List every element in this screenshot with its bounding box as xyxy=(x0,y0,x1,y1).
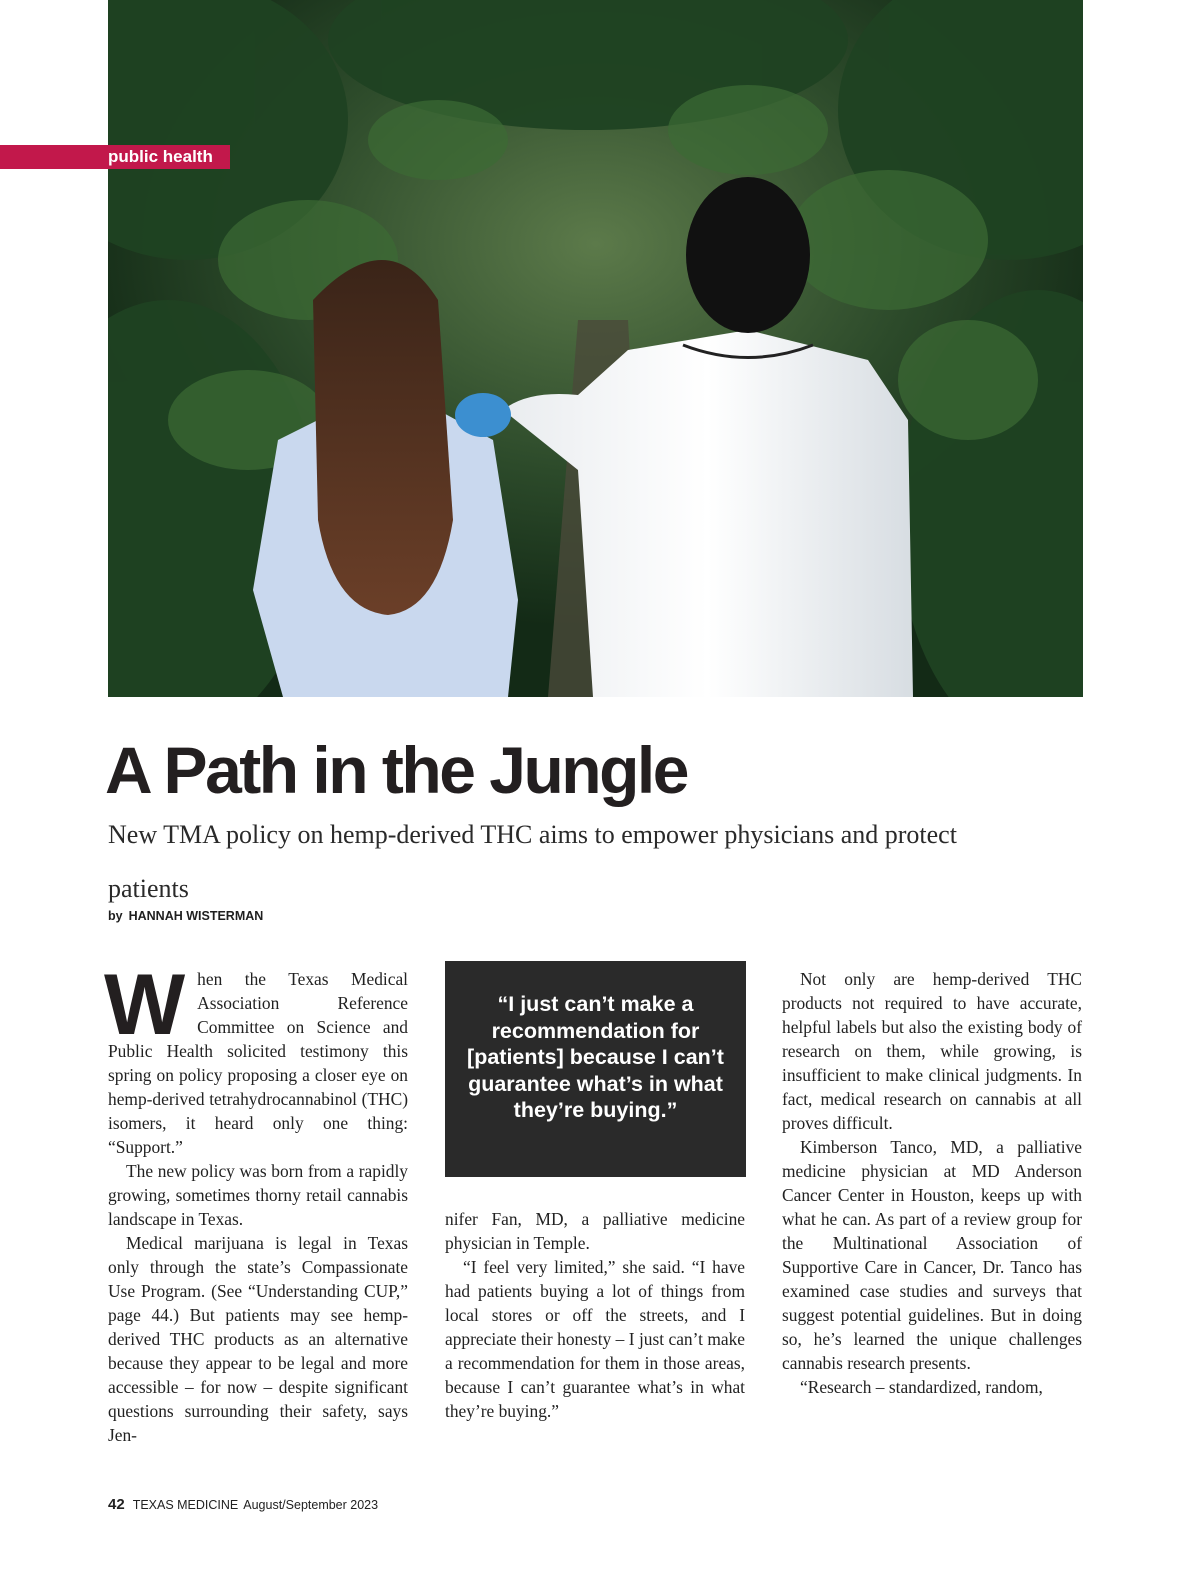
page-footer xyxy=(108,1496,378,1513)
hero-photo xyxy=(108,0,1083,697)
paragraph: The new policy was born from a rapidly growing, sometimes thorny retail cannabis landscape in Texas. xyxy=(108,1161,408,1229)
paragraph: Medical marijuana is legal in Texas only through the state’s Compassionate Use Program. (See “Understanding CUP,” page 44.) But patients may see hemp-derived THC products as an alternative because they appear to be legal and more accessible – for now – despite significant questions surrounding their safety, says Jen- xyxy=(108,1233,408,1445)
body-column-3 xyxy=(782,967,1082,1399)
page-number: 42 xyxy=(108,1496,125,1513)
drop-cap: W xyxy=(104,957,186,1053)
body-column-1 xyxy=(104,957,408,1447)
body-column-2 xyxy=(445,1207,745,1423)
pull-quote: “I just can’t make a recommendation for [patients] because I can’t guarantee what’s in what they’re buying.” xyxy=(445,961,746,1177)
paragraph: Kimberson Tanco, MD, a palliative medicine physician at MD Anderson Cancer Center in Houston, keeps up with what he can. As part of a review group for the Multinational Association of Supportive Care in Cancer, Dr. Tanco has examined case studies and surveys that suggest potential guidelines. But in doing so, he’s learned the unique challenges cannabis research presents. xyxy=(782,1137,1082,1373)
byline-prefix: by xyxy=(108,909,123,923)
paragraph: Not only are hemp-derived THC products not required to have accurate, helpful labels but also the existing body of research on them, while growing, is insufficient to make clinical judgments. In fact, medical research on cannabis at all proves difficult. xyxy=(782,969,1082,1133)
paragraph: When the Texas Medical Association Reference Committee on Science and Public Health solicited testimony this spring on policy proposing a closer eye on hemp-derived tetrahydrocannabinol (THC) isomers, it heard only one thing: “Support.” xyxy=(104,957,408,1157)
paragraph: “Research – standardized, random, xyxy=(800,1377,1043,1397)
paragraph: nifer Fan, MD, a palliative medicine physician in Temple. xyxy=(445,1209,745,1253)
byline xyxy=(108,909,263,923)
dek-subtitle: New TMA policy on hemp-derived THC aims to empower physicians and protect patients xyxy=(108,820,957,903)
section-label: public health xyxy=(0,145,230,169)
magazine-name: TEXAS MEDICINE xyxy=(132,1498,239,1512)
headline: A Path in the Jungle xyxy=(105,733,687,807)
byline-author: HANNAH WISTERMAN xyxy=(128,909,264,923)
paragraph: “I feel very limited,” she said. “I have had patients buying a lot of things from local stores or off the streets, and I appreciate their honesty – I just can’t make a recommendation for them in those areas, because I can’t guarantee what’s in what they’re buying.” xyxy=(445,1257,745,1421)
issue-date: August/September 2023 xyxy=(243,1498,379,1512)
